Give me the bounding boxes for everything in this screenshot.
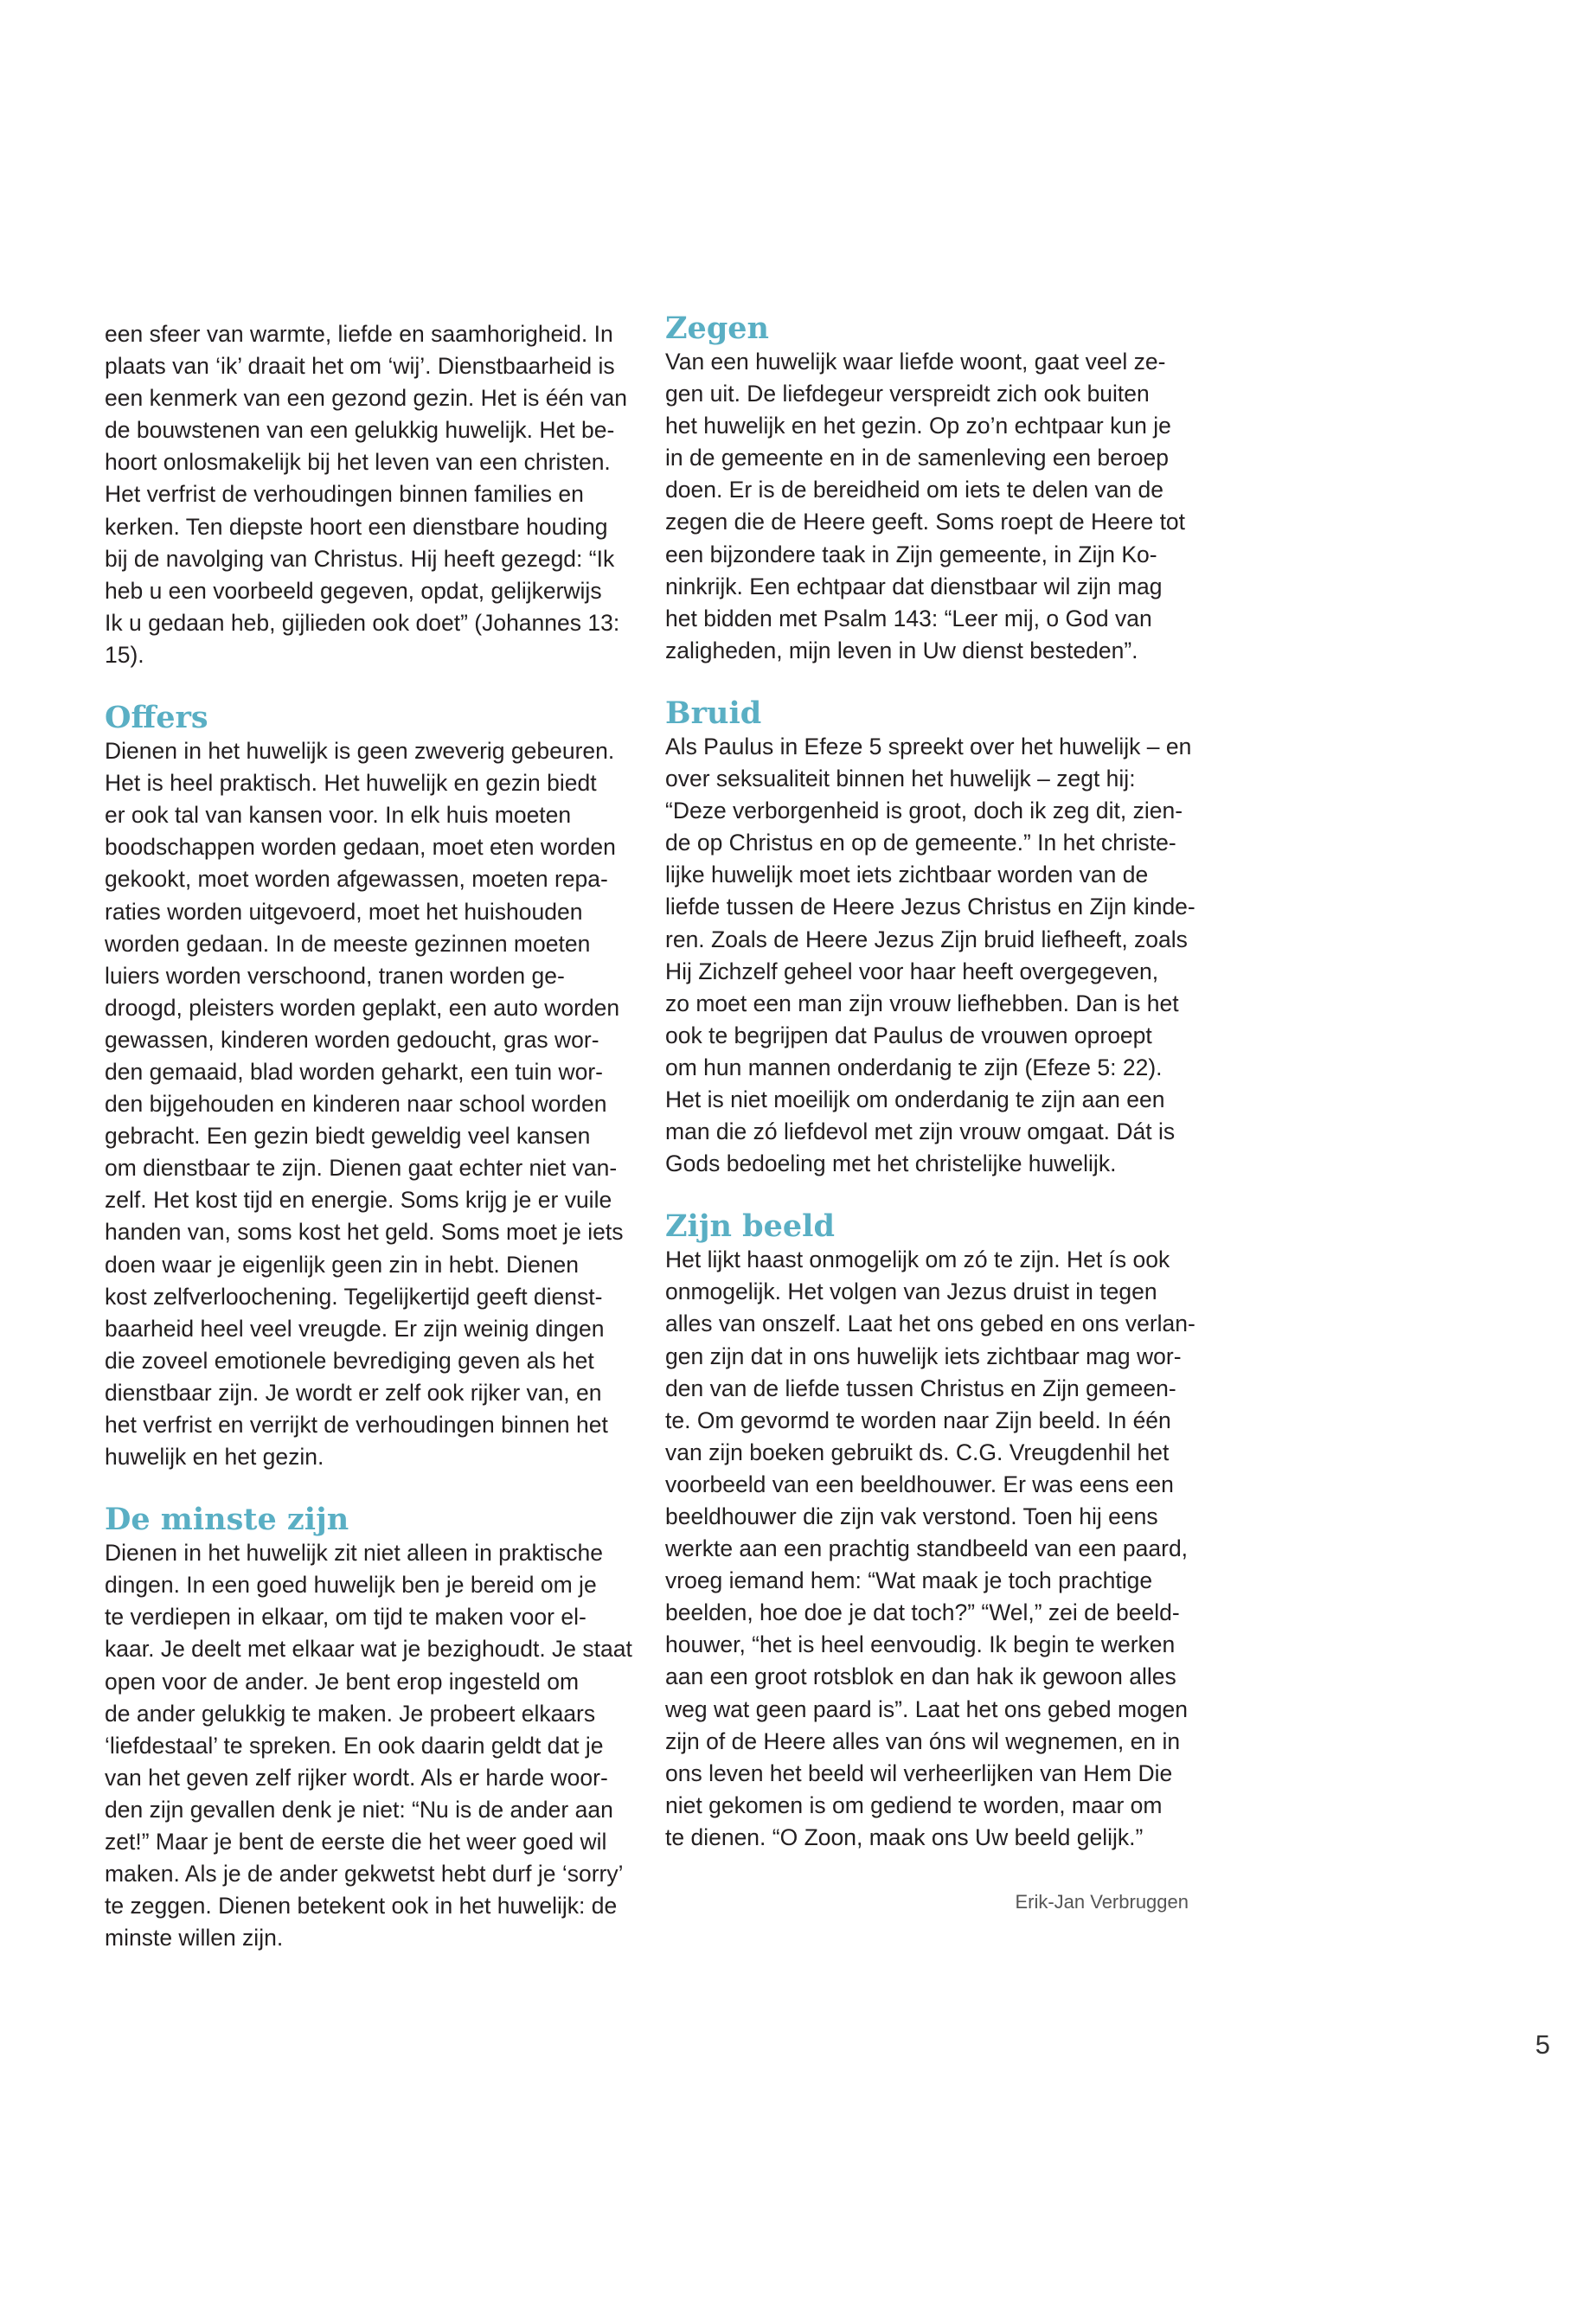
text-line: Ik u gedaan heb, gijlieden ook doet” (Johannes 13:: [105, 609, 620, 636]
text-line: bij de navolging van Christus. Hij heeft gezegd: “Ik: [105, 545, 615, 572]
text-line: ‘liefdestaal’ te spreken. En ook daarin geldt dat je: [105, 1732, 604, 1759]
text-line: open voor de ander. Je bent erop ingesteld om: [105, 1668, 580, 1695]
text-line: Als Paulus in Efeze 5 spreekt over het huwelijk – en: [665, 733, 1192, 760]
text-line: luiers worden verschoond, tranen worden ge-: [105, 962, 565, 989]
text-line: zo moet een man zijn vrouw liefhebben. Dan is het: [665, 990, 1179, 1016]
text-line: zet!” Maar je bent de eerste die het weer goed wil: [105, 1829, 607, 1856]
text-line: droogd, pleisters worden geplakt, een auto worden: [105, 994, 620, 1021]
text-line: gen uit. De liefdegeur verspreidt zich ook buiten: [665, 381, 1150, 407]
text-line: raties worden uitgevoerd, moet het huishouden: [105, 898, 583, 925]
text-line: houwer, “het is heel eenvoudig. Ik begin te werken: [665, 1631, 1176, 1658]
text-line: den van de liefde tussen Christus en Zijn gemeen-: [665, 1375, 1176, 1401]
text-line: den gemaaid, blad worden geharkt, een tuin wor-: [105, 1058, 603, 1085]
text-line: Gods bedoeling met het christelijke huwelijk.: [665, 1150, 1117, 1177]
text-line: gebracht. Een gezin biedt geweldig veel kansen: [105, 1123, 591, 1150]
text-line: worden gedaan. In de meeste gezinnen moeten: [105, 930, 591, 957]
text-line: te dienen. “O Zoon, maak ons Uw beeld gelijk.”: [665, 1823, 1144, 1850]
text-line: hoort onlosmakelijk bij het leven van een christen.: [105, 449, 611, 476]
section-heading-zijn-beeld: Zijn beeld: [665, 1208, 835, 1245]
text-line: een bijzondere taak in Zijn gemeente, in Zijn Ko-: [665, 541, 1157, 567]
text-line: voorbeeld van een beeldhouwer. Er was eens een: [665, 1471, 1174, 1497]
text-line: het verfrist en verrijkt de verhoudingen binnen het: [105, 1412, 608, 1438]
text-line: beelden, hoe doe je dat toch?” “Wel,” zei de beeld-: [665, 1599, 1180, 1626]
text-line: ons leven het beeld wil verheerlijken van Hem Die: [665, 1759, 1173, 1786]
text-line: zegen die de Heere geeft. Soms roept de Heere tot: [665, 509, 1186, 535]
text-line: er ook tal van kansen voor. In elk huis moeten: [105, 802, 572, 829]
text-line: zijn of de Heere alles van óns wil wegnemen, en in: [665, 1727, 1181, 1754]
minste-section: [105, 1503, 632, 1954]
beeld-paragraph: [665, 1244, 1202, 1854]
zegen-paragraph: [665, 346, 1202, 667]
text-line: Het verfrist de verhoudingen binnen families en: [105, 481, 584, 508]
page-number: 5: [1535, 2029, 1550, 2060]
text-line: te zeggen. Dienen betekent ook in het huwelijk: de: [105, 1893, 618, 1920]
text-line: heb u een voorbeeld gegeven, opdat, gelijkerwijs: [105, 577, 602, 604]
text-line: Het is niet moeilijk om onderdanig te zijn aan een: [665, 1086, 1165, 1112]
text-line: vroeg iemand hem: “Wat maak je toch prachtige: [665, 1567, 1153, 1594]
text-line: Het lijkt haast onmogelijk om zó te zijn. Het ís ook: [665, 1247, 1170, 1273]
text-line: een sfeer van warmte, liefde en saamhorigheid. In: [105, 321, 613, 347]
text-line: Van een huwelijk waar liefde woont, gaat veel ze-: [665, 349, 1166, 375]
text-line: “Deze verborgenheid is groot, doch ik zeg dit, zien-: [665, 798, 1183, 824]
text-line: alles van onszelf. Laat het ons gebed en ons verlan-: [665, 1311, 1195, 1337]
text-line: zelf. Het kost tijd en energie. Soms krijg je er vuile: [105, 1187, 612, 1214]
text-line: in de gemeente en in de samenleving een beroep: [665, 445, 1169, 471]
offers-section: [105, 701, 632, 1473]
text-line: van het geven zelf rijker wordt. Als er harde woor-: [105, 1764, 608, 1791]
text-line: onmogelijk. Het volgen van Jezus druist in tegen: [665, 1279, 1157, 1305]
text-line: baarheid heel veel vreugde. Er zijn weinig dingen: [105, 1315, 605, 1342]
text-line: van zijn boeken gebruikt ds. C.G. Vreugdenhil het: [665, 1439, 1170, 1465]
text-line: het bidden met Psalm 143: “Leer mij, o God van: [665, 605, 1152, 631]
text-line: weg wat geen paard is”. Laat het ons gebed mogen: [665, 1695, 1189, 1722]
text-line: gewassen, kinderen worden gedoucht, gras wor-: [105, 1026, 599, 1053]
section-heading-bruid: Bruid: [665, 695, 762, 731]
text-line: Het is heel praktisch. Het huwelijk en gezin biedt: [105, 770, 597, 797]
section-heading-zegen: Zegen: [665, 311, 770, 346]
text-line: over seksualiteit binnen het huwelijk – zegt hij:: [665, 766, 1136, 792]
intro-paragraph: [105, 318, 632, 671]
bruid-section: [665, 696, 1202, 1180]
bruid-paragraph: [665, 731, 1202, 1180]
text-line: om dienstbaar te zijn. Dienen gaat echter niet van-: [105, 1155, 618, 1182]
text-line: huwelijk en het gezin.: [105, 1444, 324, 1471]
offers-paragraph: [105, 735, 632, 1473]
text-line: lijke huwelijk moet iets zichtbaar worden van de: [665, 862, 1149, 888]
text-line: kaar. Je deelt met elkaar wat je bezighoudt. Je staat: [105, 1636, 632, 1663]
text-line: te verdiepen in elkaar, om tijd te maken voor el-: [105, 1604, 586, 1631]
section-heading-offers: Offers: [105, 700, 208, 736]
text-line: minste willen zijn.: [105, 1925, 284, 1952]
text-line: kost zelfverloochening. Tegelijkertijd geeft dienst-: [105, 1283, 603, 1310]
text-line: liefde tussen de Heere Jezus Christus en Zijn kinde-: [665, 894, 1195, 920]
text-line: die zoveel emotionele bevrediging geven als het: [105, 1347, 594, 1374]
text-line: boodschappen worden gedaan, moet eten worden: [105, 834, 616, 861]
text-line: plaats van ‘ik’ draait het om ‘wij’. Dienstbaarheid is: [105, 353, 615, 380]
text-line: de bouwstenen van een gelukkig huwelijk. Het be-: [105, 417, 615, 444]
text-line: te. Om gevormd te worden naar Zijn beeld. In één: [665, 1407, 1171, 1433]
text-line: de op Christus en op de gemeente.” In het christe-: [665, 830, 1176, 856]
text-line: zaligheden, mijn leven in Uw dienst besteden”.: [665, 637, 1138, 663]
beeld-section: [665, 1209, 1202, 1854]
minste-paragraph: [105, 1537, 632, 1954]
section-heading-de-minste-zijn: De minste zijn: [105, 1502, 349, 1538]
text-line: om hun mannen onderdanig te zijn (Efeze 5: 22).: [665, 1054, 1163, 1080]
text-line: ren. Zoals de Heere Jezus Zijn bruid liefheeft, zoals: [665, 926, 1188, 952]
text-line: beeldhouwer die zijn vak verstond. Toen hij eens: [665, 1503, 1158, 1529]
text-line: dienstbaar zijn. Je wordt er zelf ook rijker van, en: [105, 1379, 602, 1406]
text-line: gekookt, moet worden afgewassen, moeten repa-: [105, 866, 608, 893]
text-line: aan een groot rotsblok en dan hak ik gewoon alles: [665, 1663, 1176, 1690]
zegen-section: [665, 311, 1202, 667]
left-column: [105, 318, 632, 1954]
text-line: werkte aan een prachtig standbeeld van een paard,: [665, 1535, 1189, 1562]
text-line: kerken. Ten diepste hoort een dienstbare houding: [105, 513, 608, 540]
text-line: maken. Als je de ander gekwetst hebt durf je ‘sorry’: [105, 1861, 624, 1888]
text-line: gen zijn dat in ons huwelijk iets zichtbaar mag wor-: [665, 1343, 1182, 1369]
text-line: handen van, soms kost het geld. Soms moet je iets: [105, 1219, 624, 1246]
text-line: den bijgehouden en kinderen naar school worden: [105, 1091, 607, 1118]
text-line: Dienen in het huwelijk is geen zweverig gebeuren.: [105, 738, 615, 765]
text-line: Hij Zichzelf geheel voor haar heeft overgegeven,: [665, 958, 1159, 984]
text-line: dingen. In een goed huwelijk ben je bereid om je: [105, 1572, 597, 1599]
text-line: 15).: [105, 641, 144, 668]
text-line: ninkrijk. Een echtpaar dat dienstbaar wil zijn mag: [665, 573, 1163, 599]
text-line: de ander gelukkig te maken. Je probeert elkaars: [105, 1700, 596, 1727]
text-line: doen waar je eigenlijk geen zin in hebt. Dienen: [105, 1251, 580, 1278]
text-line: doen. Er is de bereidheid om iets te delen van de: [665, 477, 1164, 503]
text-line: niet gekomen is om gediend te worden, maar om: [665, 1791, 1163, 1818]
text-line: man die zó liefdevol met zijn vrouw omgaat. Dát is: [665, 1118, 1176, 1145]
author-signature: Erik-Jan Verbruggen: [1015, 1891, 1189, 1913]
text-line: een kenmerk van een gezond gezin. Het is één van: [105, 385, 628, 412]
text-line: ook te begrijpen dat Paulus de vrouwen oproept: [665, 1022, 1152, 1048]
text-line: het huwelijk en het gezin. Op zo’n echtpaar kun je: [665, 413, 1171, 439]
text-line: den zijn gevallen denk je niet: “Nu is de ander aan: [105, 1796, 613, 1823]
right-column: [665, 311, 1202, 1854]
text-line: Dienen in het huwelijk zit niet alleen in praktische: [105, 1540, 603, 1567]
